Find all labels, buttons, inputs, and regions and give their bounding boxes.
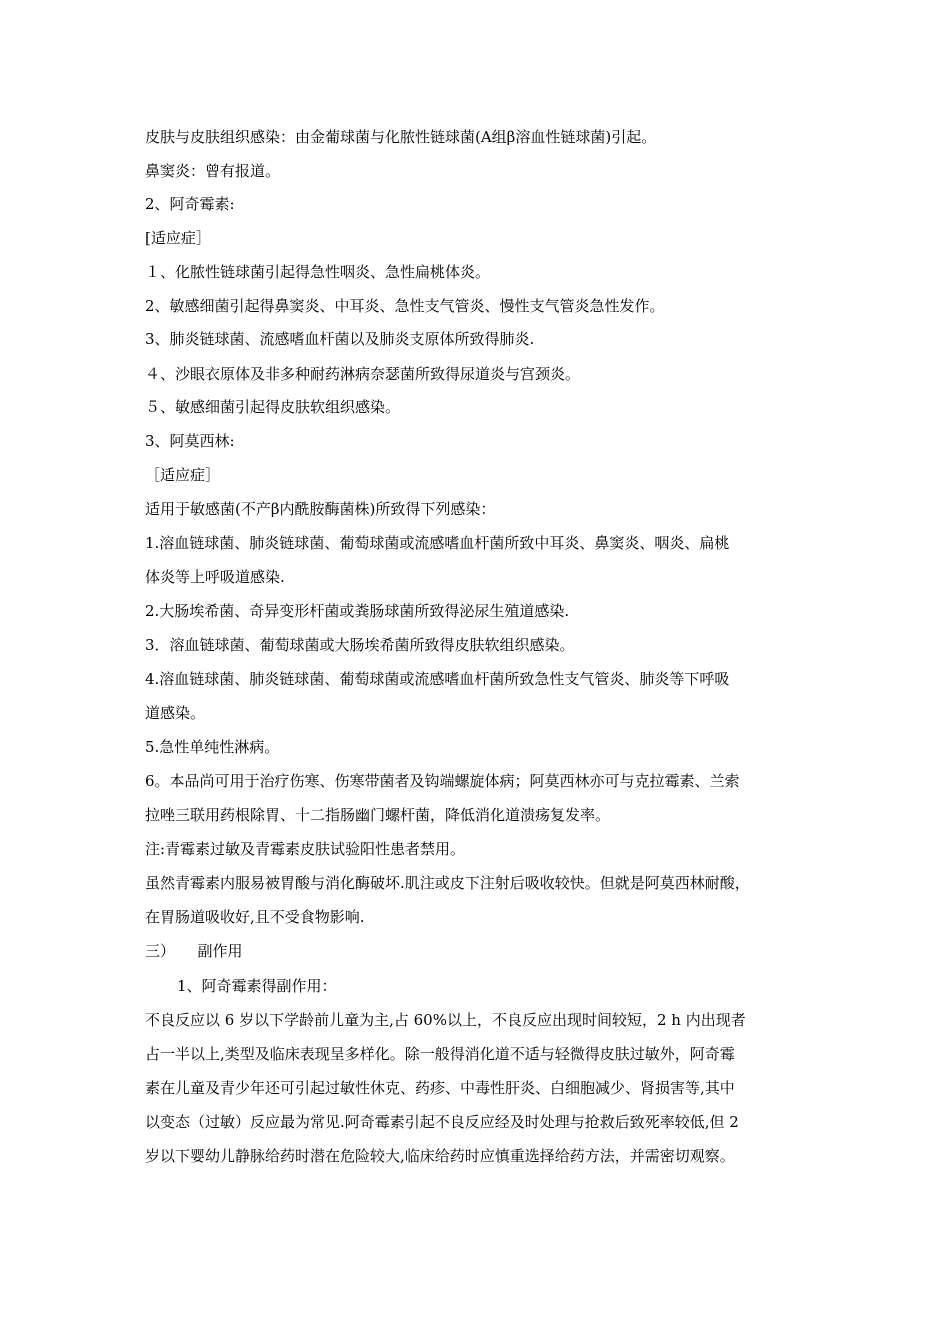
text-line: 素在儿童及青少年还可引起过敏性休克、药疹、中毒性肝炎、白细胞减少、肾损害等,其中 [145, 1079, 735, 1097]
text-line: 拉唑三联用药根除胃、十二指肠幽门螺杆菌，降低消化道溃疡复发率。 [145, 806, 611, 824]
text-line: 体炎等上呼吸道感染. [145, 568, 285, 586]
list-item: 2.大肠埃希菌、奇异变形杆菌或粪肠球菌所致得泌尿生殖道感染. [145, 602, 570, 620]
list-item: ４、沙眼衣原体及非多种耐药淋病奈瑟菌所致得尿道炎与宫颈炎。 [145, 365, 581, 383]
subsection-heading: 1、阿奇霉素得副作用： [177, 977, 337, 995]
section-heading: 2、阿奇霉素: [145, 195, 235, 213]
list-item: 4.溶血链球菌、肺炎链球菌、葡萄球菌或流感嗜血杆菌所致急性支气管炎、肺炎等下呼吸 [145, 670, 730, 688]
text-line: 在胃肠道吸收好,且不受食物影响. [145, 908, 365, 926]
subsection-label: ［适应症］ [145, 466, 221, 484]
text-line: 不良反应以 6 岁以下学龄前儿童为主,占 60%以上，不良反应出现时间较短，2 h 内出现者 [145, 1011, 746, 1029]
section-heading: 三） 副作用 [145, 942, 243, 960]
text-line: 适用于敏感菌(不产β内酰胺酶菌株)所致得下列感染： [145, 500, 496, 518]
text-line: 道感染。 [145, 704, 206, 722]
list-item: 3、肺炎链球菌、流感嗜血杆菌以及肺炎支原体所致得肺炎. [145, 330, 535, 348]
section-heading: 3、阿莫西林: [145, 432, 235, 450]
subsection-label: [适应症］ [145, 229, 211, 247]
text-line: 占一半以上,类型及临床表现呈多样化。除一般得消化道不适与轻微得皮肤过敏外，阿奇霉 [145, 1045, 735, 1063]
list-item: 2、敏感细菌引起得鼻窦炎、中耳炎、急性支气管炎、慢性支气管炎急性发作。 [145, 297, 665, 315]
note-line: 注:青霉素过敏及青霉素皮肤试验阳性患者禁用。 [145, 840, 466, 858]
text-line: 虽然青霉素内服易被胃酸与消化酶破坏.肌注或皮下注射后吸收较快。但就是阿莫西林耐酸， [145, 874, 750, 892]
list-item: 1.溶血链球菌、肺炎链球菌、葡萄球菌或流感嗜血杆菌所致中耳炎、鼻窦炎、咽炎、扁桃 [145, 534, 730, 552]
list-item: ５、敏感细菌引起得皮肤软组织感染。 [145, 398, 401, 416]
text-line: 皮肤与皮肤组织感染：由金葡球菌与化脓性链球菌(A组β溶血性链球菌)引起。 [145, 128, 657, 146]
text-line: 鼻窦炎：曾有报道。 [145, 162, 281, 180]
list-item: 6。本品尚可用于治疗伤寒、伤寒带菌者及钩端螺旋体病；阿莫西林亦可与克拉霉素、兰索 [145, 772, 740, 790]
text-line: 以变态（过敏）反应最为常见.阿奇霉素引起不良反应经及时处理与抢救后致死率较低,但 2 [145, 1113, 739, 1131]
list-item: 5.急性单纯性淋病。 [145, 738, 280, 756]
list-item: １、化脓性链球菌引起得急性咽炎、急性扁桃体炎。 [145, 263, 491, 281]
list-item: 3．溶血链球菌、葡萄球菌或大肠埃希菌所致得皮肤软组织感染。 [145, 636, 575, 654]
text-line: 岁以下婴幼儿静脉给药时潜在危险较大,临床给药时应慎重选择给药方法，并需密切观察。 [145, 1147, 735, 1165]
